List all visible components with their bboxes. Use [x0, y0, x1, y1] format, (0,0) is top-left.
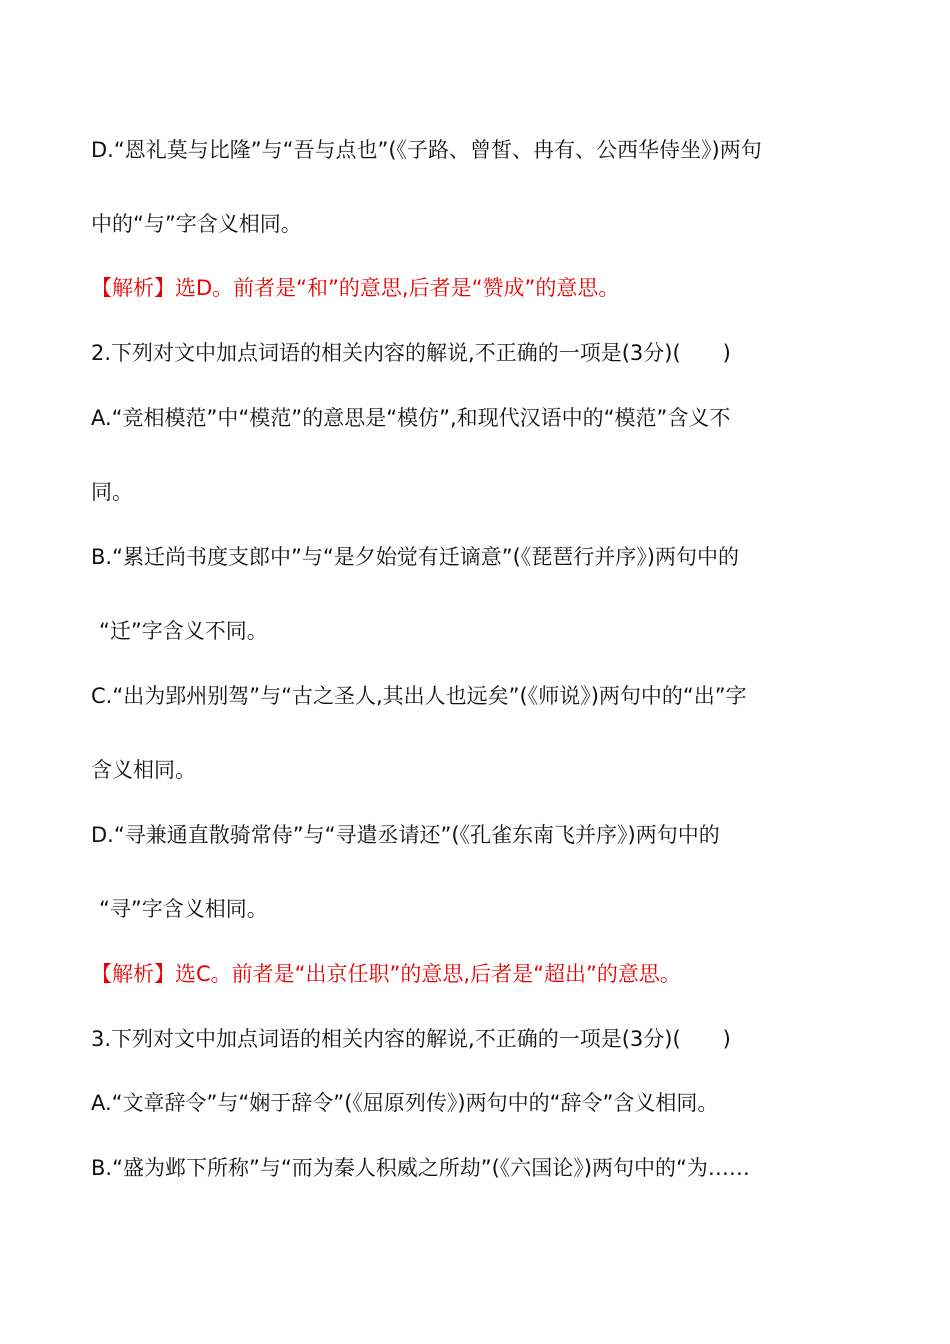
q2-option-c-line-1: C.“出为郢州别驾”与“古之圣人,其出人也远矣”(《师说》)两句中的“出”字 — [91, 684, 747, 708]
q3-option-a: A.“文章辞令”与“娴于辞令”(《屈原列传》)两句中的“辞令”含义相同。 — [91, 1091, 719, 1115]
answer-explanation-1: 【解析】选D。前者是“和”的意思,后者是“赞成”的意思。 — [91, 276, 620, 300]
q2-option-b-line-2: “迁”字含义不同。 — [99, 619, 268, 643]
question-2-stem: 2.下列对文中加点词语的相关内容的解说,不正确的一项是(3分)( ) — [91, 341, 731, 365]
answer-explanation-2: 【解析】选C。前者是“出京任职”的意思,后者是“超出”的意思。 — [91, 962, 681, 986]
option-d-line-1: D.“恩礼莫与比隆”与“吾与点也”(《子路、曾皙、冉有、公西华侍坐》)两句 — [91, 138, 762, 162]
option-d-line-2: 中的“与”字含义相同。 — [91, 212, 302, 236]
q2-option-b-line-1: B.“累迁尚书度支郎中”与“是夕始觉有迁谪意”(《琵琶行并序》)两句中的 — [91, 545, 739, 569]
q2-option-c-line-2: 含义相同。 — [91, 758, 196, 782]
question-3-stem: 3.下列对文中加点词语的相关内容的解说,不正确的一项是(3分)( ) — [91, 1027, 731, 1051]
q2-option-d-line-1: D.“寻兼通直散骑常侍”与“寻遣丞请还”(《孔雀东南飞并序》)两句中的 — [91, 823, 720, 847]
q2-option-a-line-2: 同。 — [91, 480, 133, 504]
q3-option-b: B.“盛为邺下所称”与“而为秦人积威之所劫”(《六国论》)两句中的“为…… — [91, 1156, 750, 1180]
q2-option-a-line-1: A.“竞相模范”中“模范”的意思是“模仿”,和现代汉语中的“模范”含义不 — [91, 406, 731, 430]
q2-option-d-line-2: “寻”字含义相同。 — [99, 897, 268, 921]
